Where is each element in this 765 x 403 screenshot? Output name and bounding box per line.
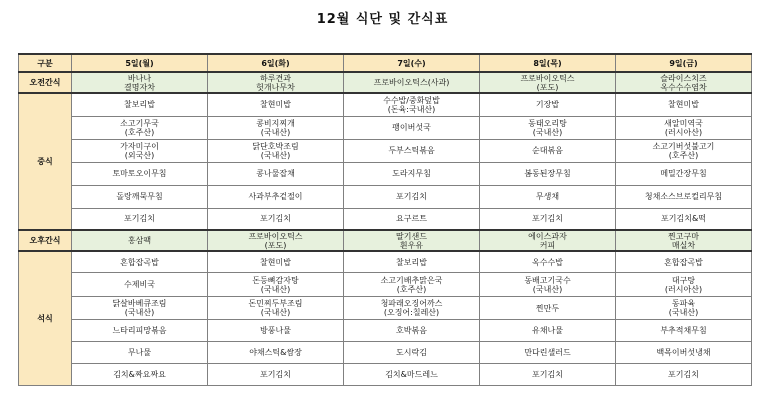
menu-item-text: (러시아산)	[664, 284, 703, 294]
menu-item-text: (돈육:국내산)	[387, 104, 436, 114]
menu-cell	[616, 342, 752, 364]
menu-cell	[208, 364, 344, 386]
menu-item-text: 김치&짜요짜요	[113, 370, 166, 379]
menu-item-text: 동파육	[671, 299, 696, 308]
menu-cell	[480, 139, 616, 162]
menu-item-text: 소고기버섯불고기	[652, 141, 715, 151]
menu-cell	[616, 139, 752, 162]
menu-item-text: 찰현미밥	[668, 100, 699, 110]
menu-cell	[72, 185, 208, 208]
menu-item-text: 수제비국	[124, 280, 155, 289]
menu-cell	[616, 230, 752, 251]
menu-item-text: 도라지무침	[392, 169, 431, 178]
menu-item-text: 돌랑깨묵무침	[116, 192, 163, 201]
menu-cell	[208, 320, 344, 342]
menu-item-text: 포기김치&떡	[661, 214, 706, 224]
menu-item-text: 프로바이오틱스	[248, 231, 303, 241]
menu-cell	[72, 208, 208, 230]
menu-item-text: 느타리피망볶음	[112, 326, 167, 335]
menu-item-text: (국내산)	[260, 150, 291, 160]
menu-item-text: 콩비지찌개	[256, 118, 295, 128]
menu-cell	[208, 273, 344, 297]
menu-item-text: (포도)	[264, 240, 287, 250]
morning-snack-label: 오전간식	[19, 72, 72, 93]
menu-item-text: 메밀간장무침	[660, 169, 707, 178]
menu-item-text: 찐만두	[535, 303, 560, 313]
menu-item-text: 호박볶음	[396, 326, 427, 335]
menu-cell	[208, 72, 344, 93]
menu-cell	[72, 230, 208, 251]
menu-cell	[344, 297, 480, 320]
menu-cell	[616, 364, 752, 386]
menu-item-text: 포기김치	[260, 214, 291, 224]
menu-cell	[480, 162, 616, 185]
menu-cell	[72, 116, 208, 139]
menu-cell	[72, 93, 208, 116]
menu-cell	[344, 116, 480, 139]
menu-item-text: (국내산)	[532, 127, 563, 137]
menu-item-text: 포기김치	[124, 214, 155, 224]
menu-cell	[208, 139, 344, 162]
menu-item-text: (국내산)	[668, 308, 699, 317]
header-cell-monday: 5일(월)	[72, 54, 208, 72]
menu-cell	[344, 72, 480, 93]
menu-cell	[616, 273, 752, 297]
menu-item-text: 바나나	[127, 73, 152, 83]
menu-item-text: 무생채	[535, 192, 560, 201]
menu-item-text: 방풍나물	[260, 326, 291, 335]
menu-cell	[344, 93, 480, 116]
lunch-row	[19, 185, 752, 208]
morning-snack-row	[19, 72, 752, 93]
menu-cell	[72, 72, 208, 93]
header-cell-category: 구분	[19, 54, 72, 72]
menu-item-text: 가자미구이	[120, 141, 159, 151]
menu-cell	[616, 93, 752, 116]
menu-cell	[344, 208, 480, 230]
menu-cell	[344, 320, 480, 342]
page-title: 12월 식단 및 간식표	[316, 12, 449, 27]
menu-item-text: 무나물	[127, 348, 152, 357]
menu-item-text: 찰보리밥	[124, 100, 155, 110]
menu-cell	[480, 251, 616, 273]
menu-item-text: 김치&마드레느	[385, 370, 438, 379]
menu-item-text: (국내산)	[260, 308, 291, 317]
menu-item-text: 돈민찌두부조림	[248, 299, 303, 308]
menu-cell	[480, 273, 616, 297]
menu-item-text: 커피	[539, 240, 556, 250]
menu-cell	[616, 185, 752, 208]
menu-cell	[616, 320, 752, 342]
dinner-row	[19, 320, 752, 342]
menu-cell	[208, 208, 344, 230]
menu-cell	[344, 251, 480, 273]
menu-cell	[208, 162, 344, 185]
menu-cell	[480, 342, 616, 364]
menu-cell	[208, 185, 344, 208]
dinner-row	[19, 364, 752, 386]
menu-item-text: 야채스틱&쌈장	[249, 348, 302, 357]
menu-item-text: 만다린샐러드	[524, 348, 571, 357]
menu-item-text: 부추적채무침	[660, 326, 707, 335]
menu-item-text: 포기김치	[668, 370, 699, 379]
menu-item-text: 요구르트	[396, 214, 427, 224]
menu-item-text: 매실차	[671, 240, 696, 250]
menu-item-text: 포기김치	[260, 370, 291, 379]
menu-cell	[616, 72, 752, 93]
menu-item-text: 헛개나무차	[256, 82, 295, 92]
afternoon-snack-label: 오후간식	[19, 230, 72, 251]
menu-item-text: 닭단호박조림	[252, 141, 299, 151]
menu-cell	[616, 162, 752, 185]
menu-item-text: 소고기무국	[120, 118, 159, 128]
menu-item-text: (호주산)	[396, 284, 427, 294]
menu-cell	[208, 230, 344, 251]
menu-item-text: 슬라이스치즈	[660, 73, 707, 83]
menu-cell	[480, 72, 616, 93]
dinner-label: 석식	[19, 251, 72, 386]
menu-item-text: 결명자차	[124, 82, 155, 92]
menu-item-text: 사과부추겉절이	[248, 192, 303, 201]
lunch-row	[19, 116, 752, 139]
menu-cell	[72, 139, 208, 162]
menu-item-text: (국내산)	[260, 127, 291, 137]
menu-item-text: 혼합잡곡밥	[120, 257, 159, 267]
menu-table-body	[19, 54, 752, 386]
menu-cell	[480, 230, 616, 251]
menu-item-text: (오징어:칠레산)	[383, 308, 440, 317]
menu-item-text: 새알미역국	[664, 118, 703, 128]
menu-item-text: 수수밥/중화덮밥	[383, 95, 440, 105]
menu-item-text: 포기김치	[532, 214, 563, 224]
menu-item-text: 팽이버섯국	[392, 123, 431, 132]
menu-cell	[480, 364, 616, 386]
menu-cell	[208, 297, 344, 320]
menu-item-text: 동배고기국수	[524, 275, 571, 285]
menu-item-text: 딸기샌드	[396, 231, 427, 241]
header-cell-thursday: 8일(목)	[480, 54, 616, 72]
menu-cell	[344, 230, 480, 251]
menu-cell	[344, 185, 480, 208]
menu-item-text: 에이스과자	[528, 231, 567, 241]
menu-item-text: (국내산)	[532, 284, 563, 294]
menu-item-text: 혼합잡곡밥	[664, 257, 703, 267]
menu-item-text: (호주산)	[668, 150, 699, 160]
menu-item-text: (외국산)	[124, 150, 155, 160]
menu-cell	[616, 208, 752, 230]
menu-cell	[480, 320, 616, 342]
menu-item-text: 닭살바베큐조림	[112, 299, 167, 308]
menu-item-text: 순대볶음	[532, 146, 563, 155]
lunch-row	[19, 93, 752, 116]
menu-item-text: 프로바이오틱스(사과)	[373, 78, 450, 87]
menu-item-text: 프로바이오틱스	[520, 73, 575, 83]
menu-item-text: 찐고구마	[668, 231, 699, 241]
menu-cell	[480, 116, 616, 139]
lunch-label: 중식	[19, 93, 72, 230]
menu-item-text: 도시락김	[396, 348, 427, 357]
menu-cell	[72, 364, 208, 386]
menu-item-text: 하루견과	[260, 73, 291, 83]
header-cell-wednesday: 7일(수)	[344, 54, 480, 72]
dinner-row	[19, 273, 752, 297]
menu-cell	[480, 93, 616, 116]
afternoon-snack-row	[19, 230, 752, 251]
menu-item-text: 유채나물	[532, 326, 563, 335]
menu-item-text: 동태오리탕	[528, 118, 567, 128]
menu-item-text: 봄동된장무침	[524, 169, 571, 178]
menu-cell	[616, 297, 752, 320]
menu-item-text: 기장밥	[535, 100, 560, 110]
lunch-row	[19, 162, 752, 185]
menu-item-text: 찰현미밥	[260, 100, 291, 110]
menu-item-text: 포기김치	[532, 370, 563, 379]
lunch-row	[19, 208, 752, 230]
menu-cell	[616, 116, 752, 139]
menu-item-text: (포도)	[536, 82, 559, 92]
menu-cell	[208, 342, 344, 364]
menu-item-text: 찰보리밥	[396, 257, 427, 267]
menu-item-text: 돈등뼈감자탕	[252, 275, 299, 285]
menu-item-text: (호주산)	[124, 127, 155, 137]
menu-item-text: (국내산)	[260, 284, 291, 294]
menu-item-text: 청파래오징어까스	[380, 299, 443, 308]
menu-item-text: (러시아산)	[664, 127, 703, 137]
menu-item-text: 홍삼팩	[127, 236, 152, 245]
menu-item-text: (국내산)	[124, 308, 155, 317]
menu-item-text: 대구탕	[671, 275, 696, 285]
menu-cell	[72, 297, 208, 320]
dinner-row	[19, 297, 752, 320]
menu-cell	[616, 251, 752, 273]
header-row	[19, 54, 752, 72]
menu-table	[18, 53, 752, 386]
menu-item-text: 소고기배추맑은국	[380, 275, 443, 285]
dinner-row	[19, 251, 752, 273]
menu-cell	[480, 208, 616, 230]
menu-item-text: 옥수수수염차	[660, 82, 707, 92]
menu-cell	[344, 342, 480, 364]
menu-cell	[344, 139, 480, 162]
menu-cell	[344, 162, 480, 185]
menu-item-text: 백목이버섯냉채	[656, 348, 711, 357]
menu-cell	[72, 162, 208, 185]
menu-cell	[72, 320, 208, 342]
menu-cell	[480, 185, 616, 208]
menu-cell	[208, 116, 344, 139]
menu-cell	[208, 93, 344, 116]
menu-cell	[344, 273, 480, 297]
lunch-row	[19, 139, 752, 162]
menu-cell	[208, 251, 344, 273]
menu-cell	[72, 251, 208, 273]
dinner-row	[19, 342, 752, 364]
header-cell-tuesday: 6일(화)	[208, 54, 344, 72]
menu-item-text: 옥수수밥	[532, 257, 563, 267]
menu-cell	[480, 297, 616, 320]
menu-item-text: 콩나물잡채	[256, 169, 295, 178]
menu-item-text: 청채소스브로컬리무침	[644, 192, 723, 201]
menu-cell	[344, 364, 480, 386]
menu-item-text: 포기김치	[396, 192, 427, 201]
menu-item-text: 흰우유	[399, 240, 424, 250]
menu-item-text: 두부스틱볶음	[388, 146, 435, 155]
menu-item-text: 찰현미밥	[260, 257, 291, 267]
menu-cell	[72, 342, 208, 364]
menu-cell	[72, 273, 208, 297]
header-cell-friday: 9일(금)	[616, 54, 752, 72]
menu-item-text: 토마토오이무침	[112, 169, 167, 178]
